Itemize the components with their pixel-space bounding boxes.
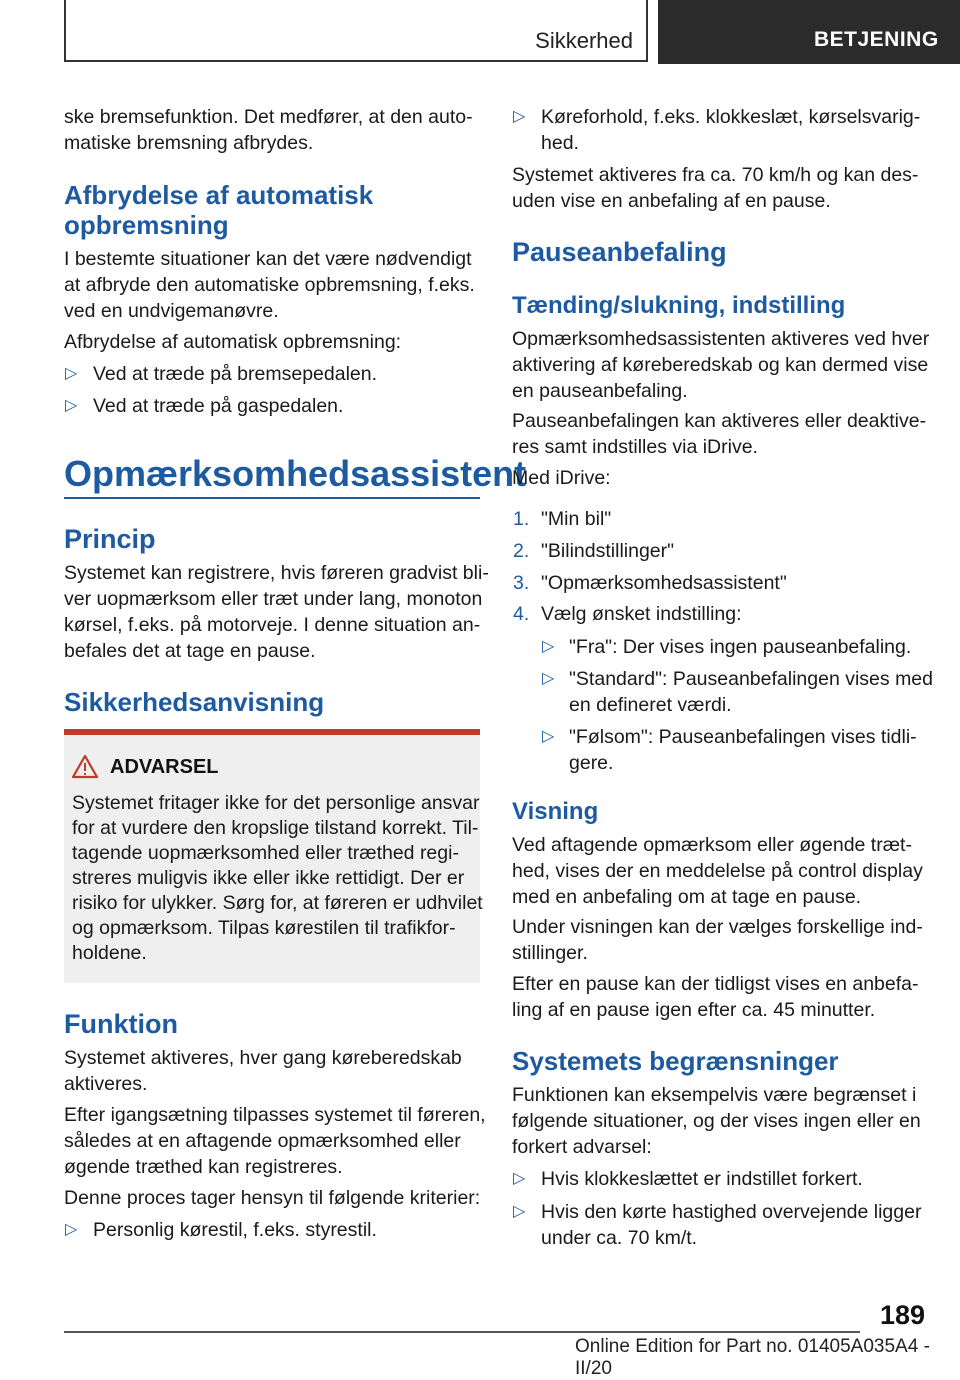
limits-heading: Systemets begrænsninger: [512, 1046, 839, 1076]
visning-p1-line-3: med en anbefaling om at tage en pause.: [512, 886, 862, 908]
triangle-right-icon: ▷: [513, 1203, 526, 1220]
abort-paragraph-line-3: ved en undvigemanøvre.: [64, 300, 279, 322]
princip-line-4: befales det at tage en pause.: [64, 640, 316, 662]
warning-title: ADVARSEL: [110, 756, 219, 778]
warning-triangle-icon: [71, 754, 99, 779]
warning-line: streres muligvis ikke eller ikke rettidigt. Der er: [72, 867, 465, 889]
funktion-p3: Denne proces tager hensyn til følgende kriterier:: [64, 1187, 481, 1209]
sub-option-sensitive-line-1: "Følsom": Pauseanbefalingen vises tidli-: [569, 726, 917, 748]
triangle-right-icon: ▷: [513, 1170, 526, 1187]
toggle-p2-line-1: Pauseanbefalingen kan aktiveres eller deaktive-: [512, 410, 927, 432]
visning-p1-line-2: hed, vises der en meddelelse på control display: [512, 860, 923, 882]
step-item: "Bilindstillinger": [541, 540, 675, 562]
toggle-p2-line-2: res samt indstilles via iDrive.: [512, 436, 758, 458]
visning-heading: Visning: [512, 798, 599, 825]
princip-line-3: kørsel, f.eks. på motorveje. I denne situation an-: [64, 614, 481, 636]
visning-p2-line-1: Under visningen kan der vælges forskellige ind-: [512, 916, 923, 938]
step-number: 1.: [513, 508, 530, 530]
toggle-heading: Tænding/slukning, indstilling: [512, 292, 846, 319]
intro-line-2: matiske bremsning afbrydes.: [64, 132, 314, 154]
abort-bullet-2: Ved at træde på gaspedalen.: [93, 395, 344, 417]
triangle-right-icon: ▷: [542, 670, 555, 687]
sub-option-standard-line-1: "Standard": Pauseanbefalingen vises med: [569, 668, 933, 690]
triangle-right-icon: ▷: [65, 1221, 78, 1238]
abort-heading-line-2: opbremsning: [64, 210, 229, 240]
funktion-p1-line-2: aktiveres.: [64, 1073, 148, 1095]
toggle-p1-line-2: aktivering af køreberedskab og kan dermed vise: [512, 354, 929, 376]
limits-bullet-1: Hvis klokkeslættet er indstillet forkert.: [541, 1168, 863, 1190]
toggle-p1-line-3: en pauseanbefaling.: [512, 380, 688, 402]
visning-p3-line-2: ling af en pause igen efter ca. 45 minutter.: [512, 999, 876, 1021]
visning-p1-line-1: Ved aftagende opmærksom eller øgende træt-: [512, 834, 912, 856]
limits-p1-line-1: Funktionen kan eksempelvis være begrænset i: [512, 1084, 917, 1106]
funktion-p1-line-1: Systemet aktiveres, hver gang køreberedskab: [64, 1047, 462, 1069]
criteria-bullet-line-2: hed.: [541, 132, 579, 154]
header-section-box: [64, 0, 648, 62]
header-chapter-title: BETJENING: [814, 28, 939, 51]
step-item: "Min bil": [541, 508, 612, 530]
princip-line-1: Systemet kan registrere, hvis føreren gradvist bli-: [64, 562, 489, 584]
main-section-heading: Opmærksomhedsassistent: [64, 453, 527, 494]
sub-option-off: "Fra": Der vises ingen pauseanbefaling.: [569, 636, 912, 658]
toggle-p3: Med iDrive:: [512, 467, 611, 489]
abort-bullet-1: Ved at træde på bremsepedalen.: [93, 363, 378, 385]
triangle-right-icon: ▷: [542, 638, 555, 655]
limits-bullet-2-line-2: under ca. 70 km/t.: [541, 1227, 698, 1249]
triangle-right-icon: ▷: [65, 365, 78, 382]
activation-line-2: uden vise en anbefaling af en pause.: [512, 190, 831, 212]
sub-option-standard-line-2: en defineret værdi.: [569, 694, 732, 716]
triangle-right-icon: ▷: [513, 108, 526, 125]
safety-heading: Sikkerhedsanvisning: [64, 687, 325, 717]
activation-line-1: Systemet aktiveres fra ca. 70 km/h og kan des-: [512, 164, 919, 186]
step-number: 4.: [513, 603, 530, 625]
toggle-p1-line-1: Opmærksomhedsassistenten aktiveres ved hver: [512, 328, 930, 350]
sub-option-sensitive-line-2: gere.: [569, 752, 614, 774]
funktion-heading: Funktion: [64, 1009, 178, 1039]
warning-line: tagende uopmærksomhed eller træthed regi-: [72, 842, 459, 864]
abort-heading-line-1: Afbrydelse af automatisk: [64, 180, 374, 210]
funktion-p2-line-2: således at en aftagende opmærksomhed eller: [64, 1130, 461, 1152]
abort-paragraph-2: Afbrydelse af automatisk opbremsning:: [64, 331, 402, 353]
intro-line-1: ske bremsefunktion. Det medfører, at den auto-: [64, 106, 473, 128]
warning-line: Systemet fritager ikke for det personlige ansvar: [72, 792, 480, 814]
header-section-title: Sikkerhed: [535, 28, 633, 53]
step-number: 3.: [513, 572, 530, 594]
page-number: 189: [880, 1300, 926, 1330]
funktion-bullet: Personlig kørestil, f.eks. styrestil.: [93, 1219, 377, 1241]
limits-p1-line-2: følgende situationer, og der vises ingen eller en: [512, 1110, 921, 1132]
triangle-right-icon: ▷: [542, 728, 555, 745]
triangle-right-icon: ▷: [65, 397, 78, 414]
warning-line: holdene.: [72, 942, 147, 964]
abort-paragraph-line-2: at afbryde den automatiske opbremsning, f.eks.: [64, 274, 475, 296]
funktion-p2-line-1: Efter igangsætning tilpasses systemet til føreren,: [64, 1104, 486, 1126]
limits-p1-line-3: forkert advarsel:: [512, 1136, 652, 1158]
abort-paragraph-line-1: I bestemte situationer kan det være nødvendigt: [64, 248, 472, 270]
funktion-p2-line-3: øgende træthed kan registreres.: [64, 1156, 343, 1178]
warning-line: og opmærksom. Tilpas kørestilen til trafikfor-: [72, 917, 456, 939]
footer-rule: [64, 1331, 860, 1333]
limits-bullet-2-line-1: Hvis den kørte hastighed overvejende ligger: [541, 1201, 922, 1223]
step-item: Vælg ønsket indstilling:: [541, 603, 742, 625]
warning-line: for at vurdere den kropslige tilstand korrekt. Til-: [72, 817, 479, 839]
step-item: "Opmærksomhedsassistent": [541, 572, 787, 594]
princip-heading: Princip: [64, 524, 156, 554]
visning-p3-line-1: Efter en pause kan der tidligst vises en anbefa-: [512, 973, 919, 995]
princip-line-2: ver uopmærksom eller træt under lang, monoton: [64, 588, 483, 610]
pause-heading: Pauseanbefaling: [512, 237, 727, 267]
heading-underline: [64, 497, 480, 499]
criteria-bullet-line-1: Køreforhold, f.eks. klokkeslæt, kørselsvarig-: [541, 106, 921, 128]
step-number: 2.: [513, 540, 530, 562]
visning-p2-line-2: stillinger.: [512, 942, 588, 964]
warning-line: risiko for ulykker. Sørg for, at føreren er udhvilet: [72, 892, 483, 914]
header-chapter-tab: [658, 0, 960, 64]
footer-edition: Online Edition for Part no. 01405A035A4 - II/20: [575, 1336, 930, 1379]
